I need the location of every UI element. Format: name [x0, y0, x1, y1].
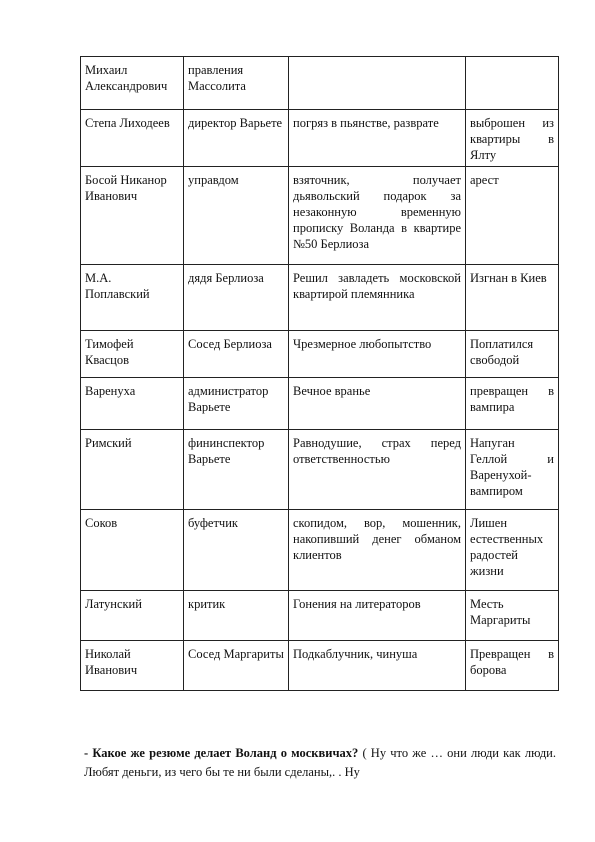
- cell-name: Тимофей Квасцов: [81, 331, 184, 378]
- table-row: [81, 510, 559, 591]
- cell-name: Степа Лиходеев: [81, 110, 184, 167]
- cell-punishment: Изгнан в Киев: [466, 265, 559, 331]
- cell-punishment: арест: [466, 167, 559, 265]
- cell-punishment: Напуган Геллой и Варенухой-вампиром: [466, 430, 559, 510]
- cell-punishment: [466, 57, 559, 110]
- cell-vice: скопидом, вор, мошенник, накопивший денег обманом клиентов: [289, 510, 466, 591]
- cell-vice: погряз в пьянстве, разврате: [289, 110, 466, 167]
- table-row: [81, 331, 559, 378]
- cell-role: директор Варьете: [184, 110, 289, 167]
- cell-name: Римский: [81, 430, 184, 510]
- cell-vice: Чрезмерное любопытство: [289, 331, 466, 378]
- cell-name: Николай Иванович: [81, 641, 184, 691]
- cell-vice: Решил завладеть московской квартирой племянника: [289, 265, 466, 331]
- table-row: [81, 167, 559, 265]
- cell-name: Михаил Александрович: [81, 57, 184, 110]
- table-row: [81, 378, 559, 430]
- cell-vice: Вечное вранье: [289, 378, 466, 430]
- cell-role: правления Массолита: [184, 57, 289, 110]
- cell-punishment: Лишен естественных радостей жизни: [466, 510, 559, 591]
- cell-name: Соков: [81, 510, 184, 591]
- cell-role: буфетчик: [184, 510, 289, 591]
- discussion-paragraph: [84, 744, 556, 782]
- cell-role: Сосед Маргариты: [184, 641, 289, 691]
- cell-role: дядя Берлиоза: [184, 265, 289, 331]
- table-row: [81, 430, 559, 510]
- cell-punishment: превращен в вампира: [466, 378, 559, 430]
- table-row: [81, 57, 559, 110]
- characters-table: [80, 56, 559, 691]
- table-row: [81, 110, 559, 167]
- cell-vice: Гонения на литераторов: [289, 591, 466, 641]
- question-text: - Какое же резюме делает Воланд о москвичах?: [84, 746, 359, 760]
- cell-role: критик: [184, 591, 289, 641]
- cell-vice: Равнодушие, страх перед ответственностью: [289, 430, 466, 510]
- cell-role: администратор Варьете: [184, 378, 289, 430]
- answer-text: ( Ну что же … они люди как люди. Любят деньги, из чего бы те ни были сделаны,. . Ну: [84, 746, 556, 779]
- cell-vice: Подкаблучник, чинуша: [289, 641, 466, 691]
- table-row: [81, 641, 559, 691]
- cell-punishment: выброшен из квартиры в Ялту: [466, 110, 559, 167]
- cell-punishment: Поплатился свободой: [466, 331, 559, 378]
- cell-vice: взяточник, получает дьявольский подарок за незаконную временную прописку Воланда в квартире №50 Берлиоза: [289, 167, 466, 265]
- cell-name: Латунский: [81, 591, 184, 641]
- cell-name: Босой Никанор Иванович: [81, 167, 184, 265]
- cell-role: фининспектор Варьете: [184, 430, 289, 510]
- cell-name: Варенуха: [81, 378, 184, 430]
- cell-name: М.А. Поплавский: [81, 265, 184, 331]
- cell-vice: [289, 57, 466, 110]
- cell-role: Сосед Берлиоза: [184, 331, 289, 378]
- table-row: [81, 591, 559, 641]
- cell-role: управдом: [184, 167, 289, 265]
- table-row: [81, 265, 559, 331]
- cell-punishment: Месть Маргариты: [466, 591, 559, 641]
- cell-punishment: Превращен в борова: [466, 641, 559, 691]
